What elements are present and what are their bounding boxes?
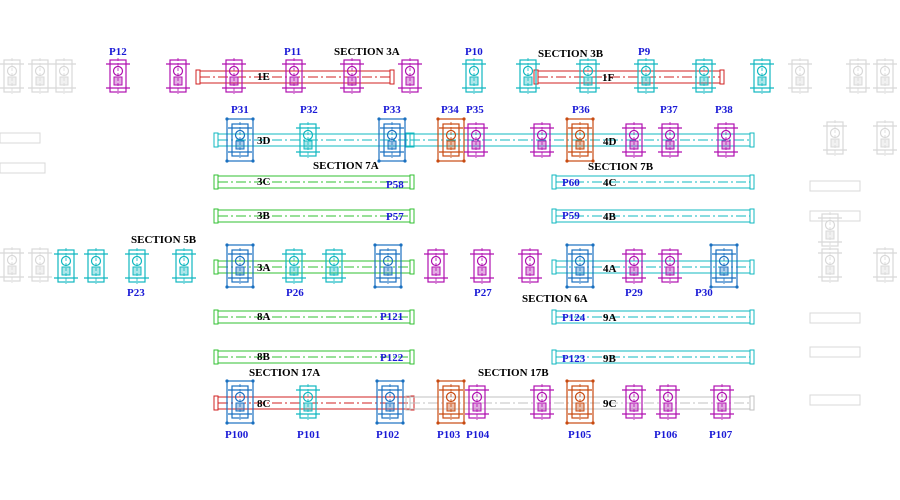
pipe-4b-cap-right [750, 209, 754, 223]
pump-p34-label: P34 [441, 104, 459, 116]
pipe-3a-cap-left [214, 260, 218, 274]
pump-p12-label: P12 [109, 46, 127, 58]
pump-3a-a-unit-bolt-bl [225, 285, 228, 288]
pipe-3b-cap-right [410, 209, 414, 223]
pump-p32-unit [296, 122, 320, 158]
pump-p30-unit-bolt-tl [709, 243, 712, 246]
pump-p103-unit-bolt-tr [462, 379, 465, 382]
pipe-4c-cap-left [552, 175, 556, 189]
pump-4a-a-unit-bolt-br [591, 285, 594, 288]
pump-1f-c-unit [692, 58, 716, 94]
faint-unit-0 [0, 58, 24, 94]
pump-p106-label: P106 [654, 429, 678, 441]
pump-p30-unit-bolt-tr [735, 243, 738, 246]
pipe-3a-cap-right [410, 260, 414, 274]
pump-p100-unit-bolt-tl [225, 379, 228, 382]
line-8b-label: 8B [257, 351, 270, 363]
pump-p31-unit-bolt-br [251, 159, 254, 162]
pump-p104-unit [465, 384, 489, 420]
pump-p23-unit [125, 248, 149, 284]
pipe-8b-cap-left [214, 350, 218, 364]
pump-p11-label: P11 [284, 46, 302, 58]
pipe-4a-cap-right [750, 260, 754, 274]
pump-1e-c-unit [398, 58, 422, 94]
pipe-4b-cap-left [552, 209, 556, 223]
pipe-3c [214, 175, 414, 189]
section-17b-label: SECTION 17B [478, 367, 549, 379]
faint-pipe-3 [810, 211, 860, 221]
pump-p26-label: P26 [286, 287, 304, 299]
pipe-8a-cap-left [214, 310, 218, 324]
line-8a-label: 8A [257, 311, 271, 323]
faint-pipe-2 [810, 181, 860, 191]
pump-p34-unit-bolt-bl [436, 159, 439, 162]
faint-unit-6 [823, 120, 847, 156]
pipe-4a-cap-left [552, 260, 556, 274]
pipe-4d-cap-right [750, 133, 754, 147]
pump-p34-unit [436, 117, 465, 162]
pump-4a-a-unit-bolt-bl [565, 285, 568, 288]
faint-unit-1 [28, 58, 52, 94]
pump-p102-label: P102 [376, 429, 400, 441]
section-3b-label: SECTION 3B [538, 48, 604, 60]
pipe-4b [552, 209, 754, 223]
faint-unit-3 [788, 58, 812, 94]
pump-p27-label: P27 [474, 287, 492, 299]
pipe-1e-cap-right [390, 70, 394, 84]
line-9c-label: 9C [603, 398, 617, 410]
faint-unit-8 [0, 247, 24, 283]
pipe-1e-cap-left [196, 70, 200, 84]
line-8c-label: 8C [257, 398, 271, 410]
pump-p23-label: P23 [127, 287, 145, 299]
pump-p105-unit-bolt-tr [591, 379, 594, 382]
pump-p36-unit-bolt-tr [591, 117, 594, 120]
pump-4a-a-unit-bolt-tl [565, 243, 568, 246]
pump-p107-label: P107 [709, 429, 733, 441]
pipe-3c-cap-right [410, 175, 414, 189]
pump-p10-unit [462, 58, 486, 94]
pipe-lines [196, 70, 754, 410]
pipe-8a-cap-right [410, 310, 414, 324]
pump-p26-unit [282, 248, 306, 284]
pump-p33-unit-bolt-tl [377, 117, 380, 120]
faint-pipe-4 [810, 313, 860, 323]
pump-p102-unit-bolt-br [401, 421, 404, 424]
section-7b-label: SECTION 7B [588, 161, 654, 173]
pump-p124-label: P124 [562, 312, 586, 324]
faint-unit-9 [28, 247, 52, 283]
faint-pipe-1 [0, 163, 45, 173]
pump-p30-unit-bolt-br [735, 285, 738, 288]
pump-p102-unit-bolt-bl [375, 421, 378, 424]
pump-p36-unit-bolt-bl [565, 159, 568, 162]
pump-p34-unit-bolt-tl [436, 117, 439, 120]
faint-pipe-0 [0, 133, 40, 143]
pump-p105-unit-bolt-bl [565, 421, 568, 424]
faint-pipe-5 [810, 347, 860, 357]
pump-p34-unit-bolt-tr [462, 117, 465, 120]
pump-6a-a-unit [424, 248, 448, 284]
pump-6a-b-unit [518, 248, 542, 284]
pump-p100-unit-bolt-bl [225, 421, 228, 424]
faint-unit-12 [818, 212, 842, 248]
pump-3a-c-unit-bolt-br [399, 285, 402, 288]
pump-p59-label: P59 [562, 210, 580, 222]
pump-1f-b-unit [576, 58, 600, 94]
line-4d-label: 4D [603, 136, 617, 148]
pump-p30-unit [709, 243, 738, 288]
section-5b-label: SECTION 5B [131, 234, 197, 246]
pump-p102-unit [375, 379, 404, 424]
faint-pipe-6 [810, 395, 860, 405]
pump-p103-label: P103 [437, 429, 461, 441]
pump-9c-a-unit [530, 384, 554, 420]
line-9b-label: 9B [603, 353, 616, 365]
pump-p103-unit-bolt-bl [436, 421, 439, 424]
pump-p38-unit [714, 122, 738, 158]
line-3b-label: 3B [257, 210, 270, 222]
line-4b-label: 4B [603, 211, 616, 223]
pump-p31-label: P31 [231, 104, 249, 116]
line-3c-label: 3C [257, 176, 271, 188]
pump-p60-label: P60 [562, 177, 580, 189]
pump-1f-d-unit [750, 58, 774, 94]
pump-p33-unit-bolt-tr [403, 117, 406, 120]
faint-unit-10 [818, 247, 842, 283]
line-1e-label: 1E [257, 71, 270, 83]
pump-3a-c-unit [373, 243, 402, 288]
pump-p123-label: P123 [562, 353, 586, 365]
pump-p100-label: P100 [225, 429, 249, 441]
pump-p29-unit [622, 248, 646, 284]
line-3d-label: 3D [257, 135, 271, 147]
pump-p38-label: P38 [715, 104, 733, 116]
pump-p102-unit-bolt-tl [375, 379, 378, 382]
pump-3a-c-unit-bolt-tl [373, 243, 376, 246]
pump-4a-a-unit-bolt-tr [591, 243, 594, 246]
pump-p31-unit-bolt-tr [251, 117, 254, 120]
pump-p102-unit-bolt-tr [401, 379, 404, 382]
pump-p37-label: P37 [660, 104, 678, 116]
pipe-9b-cap-right [750, 350, 754, 364]
pipe-9c-cap-right [750, 396, 754, 410]
pump-p11-unit [282, 58, 306, 94]
pump-3a-b-unit [322, 248, 346, 284]
pump-3a-a-unit-bolt-tl [225, 243, 228, 246]
pump-p100-unit [225, 379, 254, 424]
pipe-3c-cap-left [214, 175, 218, 189]
pump-p33-label: P33 [383, 104, 401, 116]
pump-5b-c-unit [172, 248, 196, 284]
pump-p101-label: P101 [297, 429, 321, 441]
pump-p31-unit-bolt-bl [225, 159, 228, 162]
pump-3a-a-unit-bolt-tr [251, 243, 254, 246]
pump-p105-unit-bolt-tl [565, 379, 568, 382]
pump-4d-a-unit [530, 122, 554, 158]
pump-p103-unit [436, 379, 465, 424]
pump-p100-unit-bolt-tr [251, 379, 254, 382]
faint-unit-11 [873, 247, 897, 283]
pipe-3b [214, 209, 414, 223]
pump-p58-label: P58 [386, 179, 404, 191]
pump-p12-unit [106, 58, 130, 94]
pump-5b-a-unit [54, 248, 78, 284]
section-6a-label: SECTION 6A [522, 293, 588, 305]
pump-p121-label: P121 [380, 311, 404, 323]
pump-p30-label: P30 [695, 287, 713, 299]
pump-p35-label: P35 [466, 104, 484, 116]
pump-p31-unit-bolt-tl [225, 117, 228, 120]
pump-1e-b-unit [340, 58, 364, 94]
pipe-4c-cap-right [750, 175, 754, 189]
pipe-8c-cap-left [214, 396, 218, 410]
faint-unit-5 [873, 58, 897, 94]
pump-3a-a-unit [225, 243, 254, 288]
pump-1e-a-unit [222, 58, 246, 94]
line-9a-label: 9A [603, 312, 617, 324]
pump-p105-unit-bolt-br [591, 421, 594, 424]
pump-4d-b-unit [622, 122, 646, 158]
pump-p122-label: P122 [380, 352, 404, 364]
pump-p105-unit [565, 379, 594, 424]
faint-unit-7 [873, 120, 897, 156]
pump-p105-label: P105 [568, 429, 592, 441]
pump-5b-b-unit [84, 248, 108, 284]
pump-p11-left-unit [166, 58, 190, 94]
pump-p103-unit-bolt-br [462, 421, 465, 424]
pump-4a-b-unit [658, 248, 682, 284]
pump-p106-unit [656, 384, 680, 420]
pump-3a-a-unit-bolt-br [251, 285, 254, 288]
pump-p35-unit [464, 122, 488, 158]
pump-p37-unit [658, 122, 682, 158]
line-3a-label: 3A [257, 262, 271, 274]
section-7a-label: SECTION 7A [313, 160, 379, 172]
pump-p107-unit [710, 384, 734, 420]
pump-p34-unit-bolt-br [462, 159, 465, 162]
pump-9c-b-unit [622, 384, 646, 420]
pump-p36-label: P36 [572, 104, 590, 116]
section-17a-label: SECTION 17A [249, 367, 321, 379]
pipe-8b-cap-right [410, 350, 414, 364]
pump-p104-label: P104 [466, 429, 490, 441]
line-4a-label: 4A [603, 263, 617, 275]
pump-p9-unit [634, 58, 658, 94]
pump-p10-label: P10 [465, 46, 483, 58]
faint-unit-4 [846, 58, 870, 94]
pump-p27-unit [470, 248, 494, 284]
pump-p57-label: P57 [386, 211, 404, 223]
pump-1f-a-unit [516, 58, 540, 94]
pump-3a-c-unit-bolt-tr [399, 243, 402, 246]
pump-p103-unit-bolt-tl [436, 379, 439, 382]
pump-p32-label: P32 [300, 104, 318, 116]
pipe-1f-cap-right [720, 70, 724, 84]
pipe-9a-cap-left [552, 310, 556, 324]
pump-p9-label: P9 [638, 46, 651, 58]
pump-4a-a-unit [565, 243, 594, 288]
pipe-3b-cap-left [214, 209, 218, 223]
pump-p100-unit-bolt-br [251, 421, 254, 424]
pump-p36-unit-bolt-tl [565, 117, 568, 120]
pump-p101-unit [296, 384, 320, 420]
pipe-3d-cap-left [214, 133, 218, 147]
pump-p29-label: P29 [625, 287, 643, 299]
pipe-9a-cap-right [750, 310, 754, 324]
line-4c-label: 4C [603, 177, 617, 189]
pump-3a-c-unit-bolt-bl [373, 285, 376, 288]
pipe-4c [552, 175, 754, 189]
pump-p33-unit-bolt-br [403, 159, 406, 162]
pipe-9b-cap-left [552, 350, 556, 364]
faint-unit-2 [52, 58, 76, 94]
section-3a-label: SECTION 3A [334, 46, 400, 58]
line-1f-label: 1F [602, 72, 615, 84]
